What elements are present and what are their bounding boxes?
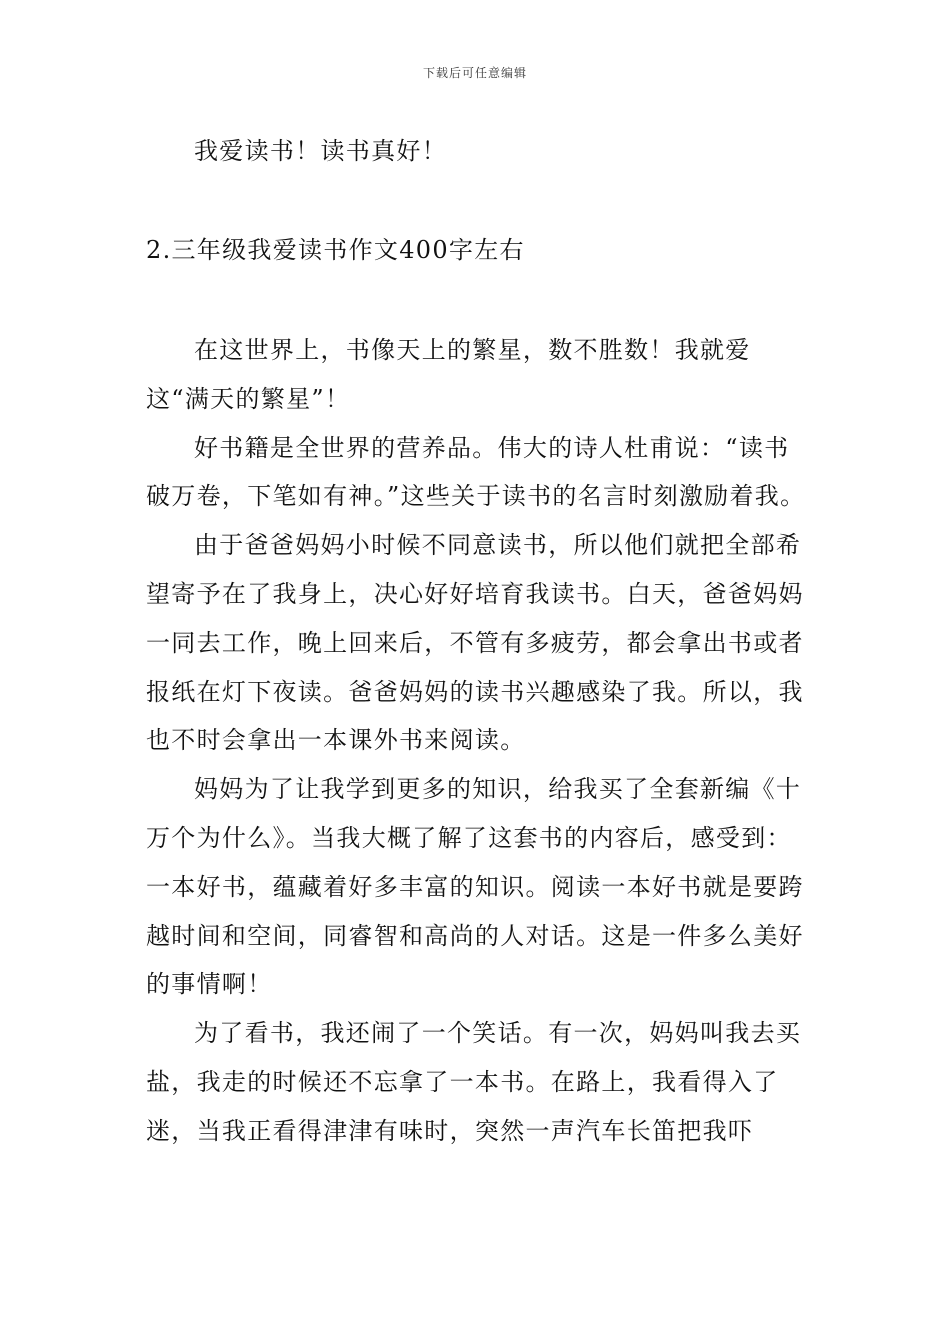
essay-paragraph: 好书籍是全世界的营养品。伟大的诗人杜甫说：“读书破万卷，下笔如有神。”这些关于读书的名言时刻激励着我。 — [146, 433, 806, 511]
essay-body — [146, 326, 810, 1156]
essay-paragraph: 在这世界上，书像天上的繁星，数不胜数！我就爱这“满天的繁星”！ — [146, 336, 751, 413]
closing-line-block — [146, 127, 810, 176]
section-heading: 2.三年级我爱读书作文400字左右 — [146, 236, 525, 264]
section-heading-block — [146, 226, 810, 275]
essay-paragraph: 为了看书，我还闹了一个笑话。有一次，妈妈叫我去买盐，我走的时候还不忘拿了一本书。在路上，我看得入了迷，当我正看得津津有味时，突然一声汽车长笛把我吓 — [146, 1019, 802, 1145]
essay-paragraph: 妈妈为了让我学到更多的知识，给我买了全套新编《十万个为什么》。当我大概了解了这套书的内容后，感受到：一本好书，蕴藏着好多丰富的知识。阅读一本好书就是要跨越时间和空间，同睿智和高尚的人对话。这是一件多么美好的事情啊！ — [146, 775, 804, 999]
closing-line: 我爱读书！读书真好！ — [194, 137, 447, 165]
essay-paragraph: 由于爸爸妈妈小时候不同意读书，所以他们就把全部希望寄予在了我身上，决心好好培育我读书。白天，爸爸妈妈一同去工作，晚上回来后，不管有多疲劳，都会拿出书或者报纸在灯下夜读。爸爸妈妈的读书兴趣感染了我。所以，我也不时会拿出一本课外书来阅读。 — [146, 531, 804, 755]
page-header-note: 下载后可任意编辑 — [422, 66, 527, 80]
